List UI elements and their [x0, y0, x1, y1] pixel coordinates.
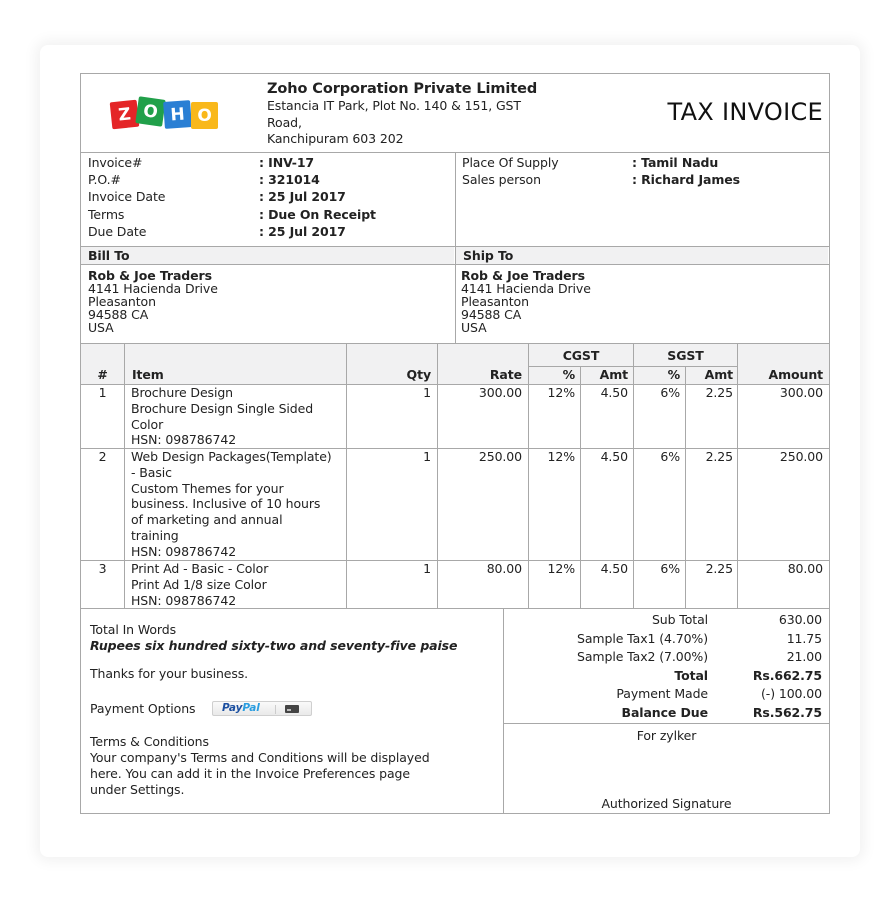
header-amount: Amount	[768, 367, 823, 382]
ship-to-line: 4141 Hacienda Drive	[461, 281, 591, 296]
meta-label-invoice-date: Invoice Date	[88, 189, 166, 205]
thanks-note: Thanks for your business.	[90, 666, 249, 681]
meta-value-due-date: : 25 Jul 2017	[259, 223, 346, 239]
payment-made-value: (-) 100.00	[761, 686, 822, 701]
ship-to-line: USA	[461, 320, 487, 335]
item-cgst-amount: 4.50	[600, 385, 628, 400]
company-address-line: Road,	[267, 114, 302, 130]
item-rate: 300.00	[478, 385, 522, 400]
terms-heading: Terms & Conditions	[90, 734, 209, 749]
document-title: TAX INVOICE	[667, 98, 823, 126]
balance-due-value: Rs.562.75	[752, 704, 822, 720]
item-qty: 1	[423, 385, 431, 400]
item-name: Web Design Packages(Template)	[131, 449, 332, 464]
header-number: #	[97, 367, 108, 382]
ship-to-address	[461, 269, 591, 334]
header-rate: Rate	[489, 367, 522, 382]
item-hsn: HSN: 098786742	[131, 432, 237, 448]
item-detail: Color	[131, 416, 164, 432]
divider	[81, 264, 829, 265]
bill-to-line: Pleasanton	[88, 294, 156, 309]
tax2-value: 21.00	[786, 649, 822, 664]
header-sgst: SGST	[667, 348, 704, 363]
logo-letter-h: H	[163, 100, 192, 129]
header-item: Item	[132, 367, 164, 382]
terms-block	[90, 734, 430, 798]
item-detail: of marketing and annual	[131, 512, 283, 528]
item-detail: training	[131, 527, 179, 543]
table-row	[81, 561, 829, 608]
bill-to-address	[88, 269, 218, 334]
header-sgst-amount: Amt	[704, 367, 733, 382]
meta-value-invoice-date: : 25 Jul 2017	[259, 189, 346, 205]
header-sgst-percent: %	[667, 367, 680, 382]
meta-value-place-of-supply: : Tamil Nadu	[632, 155, 719, 170]
item-cgst-percent: 12%	[547, 561, 575, 576]
item-qty: 1	[423, 561, 431, 576]
item-qty: 1	[423, 449, 431, 464]
meta-label-po-number: P.O.#	[88, 172, 121, 188]
bill-to-line: 94588 CA	[88, 307, 149, 322]
terms-line: here. You can add it in the Invoice Preferences page	[90, 766, 410, 781]
item-amount: 80.00	[787, 561, 823, 576]
paypal-payment-button[interactable]	[212, 701, 312, 716]
subtotal-value: 630.00	[778, 612, 822, 627]
payment-made-label: Payment Made	[616, 686, 708, 701]
meta-label-sales-person: Sales person	[462, 172, 541, 188]
meta-label-place-of-supply: Place Of Supply	[462, 155, 559, 170]
table-row	[81, 385, 829, 448]
company-address-line: Estancia IT Park, Plot No. 140 & 151, GST	[267, 98, 521, 113]
divider	[503, 609, 504, 814]
meta-value-po-number: : 321014	[259, 172, 320, 188]
terms-line: Your company's Terms and Conditions will be displayed	[90, 750, 430, 765]
for-company-label: For zylker	[636, 728, 697, 743]
item-cgst-percent: 12%	[547, 385, 575, 400]
logo-letter-o2: O	[191, 102, 218, 129]
tax1-value: 11.75	[786, 630, 822, 646]
terms-line: under Settings.	[90, 782, 185, 797]
tax1-label: Sample Tax1 (4.70%)	[577, 630, 708, 646]
header-cgst-percent: %	[562, 367, 575, 382]
ship-to-heading: Ship To	[456, 247, 828, 264]
row-number: 3	[98, 561, 107, 576]
subtotal-label: Sub Total	[651, 612, 708, 627]
item-detail: Brochure Design Single Sided	[131, 400, 314, 416]
ship-to-line: Pleasanton	[461, 294, 529, 309]
item-cgst-amount: 4.50	[600, 449, 628, 464]
item-cgst-percent: 12%	[547, 449, 575, 464]
divider	[81, 608, 829, 609]
supply-meta-labels	[462, 154, 559, 188]
ship-to-name: Rob & Joe Traders	[461, 268, 585, 283]
item-hsn: HSN: 098786742	[131, 592, 237, 608]
item-cgst-amount: 4.50	[600, 561, 628, 576]
item-hsn: HSN: 098786742	[131, 543, 237, 559]
item-sgst-amount: 2.25	[705, 449, 733, 464]
bill-to-name: Rob & Joe Traders	[88, 268, 212, 283]
tax-invoice-document	[80, 73, 830, 814]
payment-options-label: Payment Options	[90, 701, 196, 716]
total-in-words-value: Rupees six hundred sixty-two and seventy-five paise	[90, 638, 458, 653]
item-sgst-percent: 6%	[660, 449, 680, 464]
logo-letter-z: Z	[110, 100, 140, 130]
meta-label-invoice-number: Invoice#	[88, 155, 143, 170]
row-number: 2	[98, 449, 107, 464]
separator	[275, 705, 276, 714]
item-description	[131, 561, 268, 608]
zoho-logo	[111, 96, 223, 130]
meta-label-due-date: Due Date	[88, 223, 147, 239]
company-name: Zoho Corporation Private Limited	[267, 81, 538, 97]
meta-value-sales-person: : Richard James	[632, 172, 740, 188]
logo-letter-o: O	[135, 96, 165, 126]
divider	[504, 723, 829, 724]
header-qty: Qty	[406, 367, 431, 382]
item-name: Print Ad - Basic - Color	[131, 561, 269, 576]
total-label: Total	[674, 667, 708, 683]
bill-to-heading: Bill To	[81, 247, 454, 264]
item-rate: 80.00	[486, 561, 522, 576]
meta-value-terms: : Due On Receipt	[259, 206, 376, 222]
authorized-signature-label: Authorized Signature	[601, 796, 732, 811]
item-sgst-percent: 6%	[660, 385, 680, 400]
table-row	[81, 449, 829, 560]
item-sgst-amount: 2.25	[705, 561, 733, 576]
header-cgst-amount: Amt	[599, 367, 628, 382]
item-rate: 250.00	[478, 449, 522, 464]
item-detail: Print Ad 1/8 size Color	[131, 576, 267, 592]
row-number: 1	[98, 385, 107, 400]
credit-card-icon	[285, 705, 299, 713]
supply-meta-values	[632, 154, 740, 188]
item-amount: 250.00	[779, 449, 823, 464]
meta-label-terms: Terms	[88, 206, 125, 222]
paypal-logo: PayPal	[222, 702, 260, 714]
total-in-words-label: Total In Words	[90, 622, 176, 637]
total-value: Rs.662.75	[752, 667, 822, 683]
item-detail: business. Inclusive of 10 hours	[131, 496, 321, 512]
item-amount: 300.00	[779, 385, 823, 400]
invoice-meta-labels	[88, 154, 165, 240]
item-sgst-amount: 2.25	[705, 385, 733, 400]
item-detail: Custom Themes for your	[131, 480, 284, 496]
company-info	[267, 80, 537, 148]
company-address-line: Kanchipuram 603 202	[267, 131, 404, 146]
item-name: Brochure Design	[131, 385, 233, 400]
tax2-label: Sample Tax2 (7.00%)	[577, 649, 708, 664]
item-name: - Basic	[131, 464, 172, 480]
bill-to-line: 4141 Hacienda Drive	[88, 281, 218, 296]
item-description	[131, 449, 332, 560]
item-description	[131, 385, 313, 448]
header-cgst: CGST	[562, 348, 600, 363]
total-in-words-block	[90, 622, 457, 654]
invoice-meta-values	[259, 154, 376, 240]
item-sgst-percent: 6%	[660, 561, 680, 576]
bill-to-line: USA	[88, 320, 114, 335]
balance-due-label: Balance Due	[621, 704, 708, 720]
ship-to-line: 94588 CA	[461, 307, 522, 322]
meta-value-invoice-number: : INV-17	[259, 155, 315, 170]
